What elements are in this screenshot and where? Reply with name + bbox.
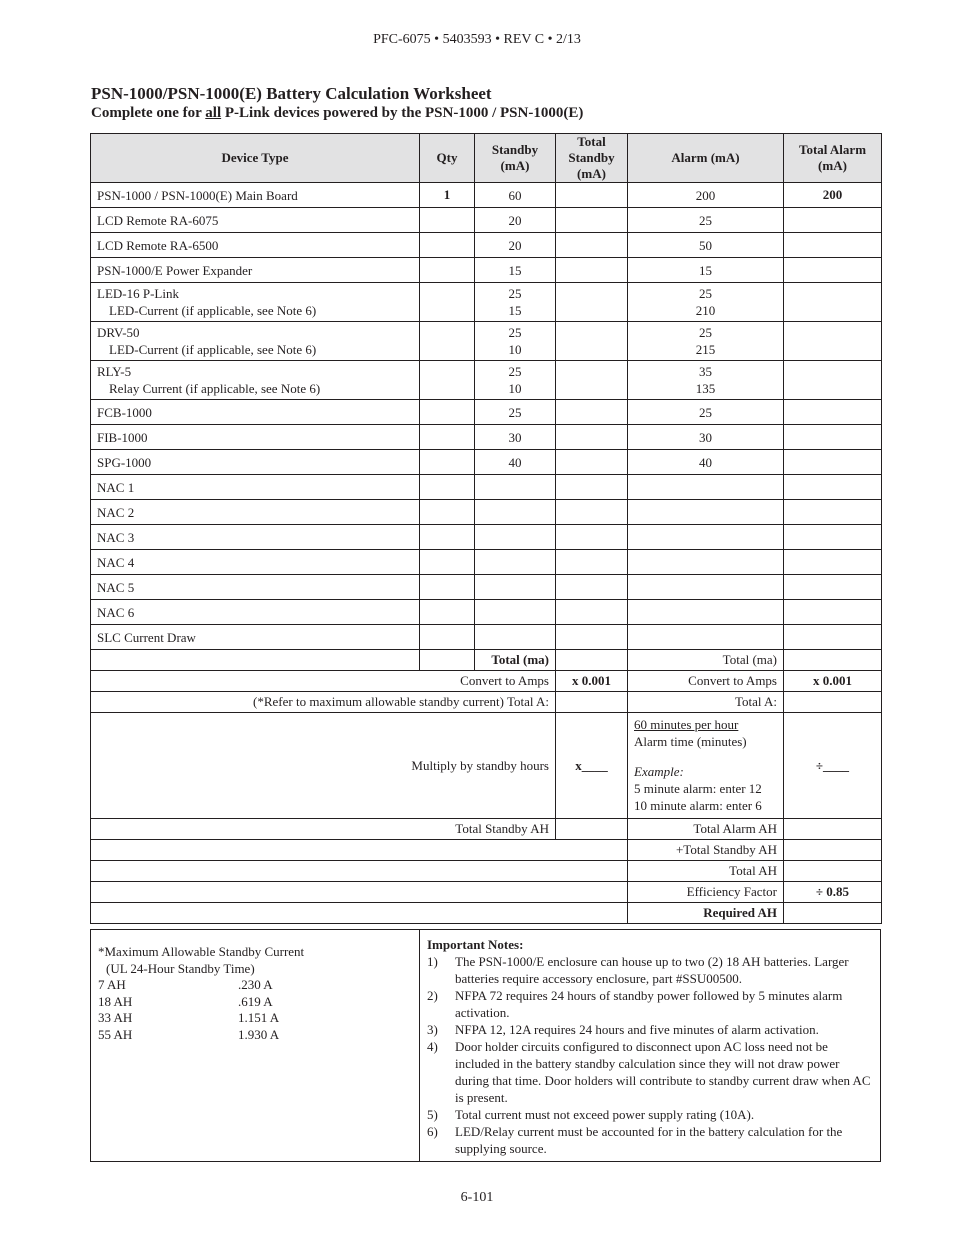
alarm-cell <box>628 361 784 400</box>
alarm-sub-value: 135 <box>695 381 716 396</box>
page-title: PSN-1000/PSN-1000(E) Battery Calculation Worksheet <box>91 84 492 103</box>
total-standby-cell[interactable] <box>556 550 628 575</box>
device-type-cell <box>91 400 420 425</box>
qty-cell[interactable] <box>420 500 475 525</box>
standby-cell <box>475 283 556 322</box>
total-standby-cell[interactable] <box>556 258 628 283</box>
col-qty: Qty <box>420 134 475 183</box>
qty-cell[interactable] <box>420 233 475 258</box>
alarm-value: 30 <box>699 429 712 445</box>
qty-cell[interactable] <box>420 400 475 425</box>
col-alarm: Alarm (mA) <box>628 134 784 183</box>
total-a-row <box>91 692 882 713</box>
note-text: Total current must not exceed power supply rating (10A). <box>455 1107 755 1122</box>
total-standby-cell[interactable] <box>556 525 628 550</box>
note-number: 6) <box>427 1124 438 1139</box>
alarm-cell <box>628 322 784 361</box>
total-standby-cell[interactable] <box>556 500 628 525</box>
standby-sub-value: 10 <box>508 342 522 357</box>
note-text: NFPA 12, 12A requires 24 hours and five minutes of alarm activation. <box>455 1022 819 1037</box>
alarm-value: 200 <box>695 187 716 203</box>
total-standby-cell[interactable] <box>556 322 628 361</box>
device-type-cell <box>91 283 420 322</box>
device-type-cell <box>91 233 420 258</box>
example-label: Example: <box>634 764 684 779</box>
qty-cell[interactable] <box>420 425 475 450</box>
battery-size: 18 AH <box>98 993 133 1009</box>
total-alarm-ah-label: Total Alarm AH <box>628 819 784 840</box>
total-ah-label: Total AH <box>628 861 784 882</box>
alarm-cell <box>628 475 784 500</box>
table-row <box>91 550 882 575</box>
standby-value: 40 <box>508 454 522 470</box>
device-type-cell <box>91 322 420 361</box>
total-standby-cell[interactable] <box>556 208 628 233</box>
table-row <box>91 500 882 525</box>
standby-cell <box>475 258 556 283</box>
device-name: PSN-1000 / PSN-1000(E) Main Board <box>97 187 298 203</box>
max-current: 1.151 A <box>238 1010 280 1025</box>
alarm-cell <box>628 208 784 233</box>
total-standby-cell[interactable] <box>556 425 628 450</box>
device-name: NAC 1 <box>97 479 135 495</box>
standby-value: 20 <box>508 212 522 228</box>
blank-cell <box>420 650 475 671</box>
alarm-time-instructions <box>628 713 784 819</box>
qty-cell[interactable] <box>420 183 475 208</box>
max-standby-row <box>98 994 304 1011</box>
total-standby-cell[interactable] <box>556 575 628 600</box>
required-ah-row <box>91 903 882 924</box>
note-items <box>427 953 875 1157</box>
device-sub-item: LED-Current (if applicable, see Note 6) <box>109 342 317 357</box>
alarm-cell <box>628 450 784 475</box>
total-standby-cell[interactable] <box>556 625 628 650</box>
standby-cell <box>475 475 556 500</box>
blank-cell <box>91 861 628 882</box>
total-standby-ah-row <box>91 819 882 840</box>
note-item <box>427 1021 875 1038</box>
total-alarm-cell[interactable] <box>784 425 882 450</box>
efficiency-factor-label: Efficiency Factor <box>628 882 784 903</box>
device-type-cell <box>91 425 420 450</box>
device-type-cell <box>91 625 420 650</box>
max-current: 1.930 A <box>238 1026 280 1042</box>
alarm-cell <box>628 500 784 525</box>
standby-cell <box>475 625 556 650</box>
alarm-cell <box>628 600 784 625</box>
alarm-value: 25 <box>699 286 712 301</box>
standby-total-a-input[interactable] <box>556 692 628 713</box>
note-item <box>427 1123 875 1157</box>
alarm-cell <box>628 233 784 258</box>
device-name: DRV-50 <box>97 325 140 340</box>
total-alarm-cell[interactable] <box>784 625 882 650</box>
alarm-value: 40 <box>699 454 712 470</box>
total-standby-cell[interactable] <box>556 183 628 208</box>
total-alarm-cell[interactable] <box>784 550 882 575</box>
total-ma-row <box>91 650 882 671</box>
standby-cell <box>475 233 556 258</box>
standby-cell <box>475 525 556 550</box>
device-name: RLY-5 <box>97 364 132 379</box>
device-type-cell <box>91 361 420 400</box>
note-item <box>427 1106 875 1123</box>
total-alarm-cell[interactable] <box>784 233 882 258</box>
required-ah-label: Required AH <box>628 903 784 924</box>
note-number: 1) <box>427 954 438 969</box>
page-subtitle <box>91 105 583 122</box>
total-alarm-cell[interactable] <box>784 450 882 475</box>
battery-size: 7 AH <box>98 977 126 992</box>
max-standby-row <box>98 1010 304 1027</box>
alarm-cell <box>628 183 784 208</box>
standby-cell <box>475 450 556 475</box>
subtitle-emphasis: all <box>205 105 222 121</box>
table-row <box>91 475 882 500</box>
alarm-minutes-denominator: Alarm time (minutes) <box>634 734 747 749</box>
standby-hours-input[interactable]: x____ <box>556 713 628 819</box>
note-text: LED/Relay current must be accounted for in the battery calculation for the supplying source. <box>455 1124 843 1156</box>
col-total-alarm: Total Alarm (mA) <box>784 134 882 183</box>
subtitle-pre: Complete one for <box>91 105 206 121</box>
device-type-cell <box>91 475 420 500</box>
battery-size: 33 AH <box>98 1010 133 1025</box>
total-standby-cell[interactable] <box>556 600 628 625</box>
device-name: LED-16 P-Link <box>97 286 179 301</box>
efficiency-row <box>91 882 882 903</box>
alarm-cell <box>628 283 784 322</box>
qty-cell[interactable] <box>420 258 475 283</box>
table-row <box>91 400 882 425</box>
qty-cell[interactable] <box>420 625 475 650</box>
total-standby-ah-label: Total Standby AH <box>91 819 556 840</box>
note-number: 2) <box>427 988 438 1003</box>
alarm-sub-value: 210 <box>695 303 716 318</box>
total-alarm-cell[interactable] <box>784 575 882 600</box>
device-name: LCD Remote RA-6500 <box>97 237 219 253</box>
qty-cell[interactable] <box>420 361 475 400</box>
table-header-row <box>91 134 882 183</box>
max-current: .619 A <box>238 993 273 1009</box>
table-row <box>91 525 882 550</box>
device-name: NAC 4 <box>97 554 135 570</box>
standby-sub-value: 15 <box>508 303 522 318</box>
total-alarm-cell[interactable] <box>784 525 882 550</box>
table-row <box>91 600 882 625</box>
alarm-cell <box>628 525 784 550</box>
qty-cell[interactable] <box>420 600 475 625</box>
total-ma-standby-input[interactable] <box>556 650 628 671</box>
notes-box <box>90 929 881 1162</box>
example-line-1: 5 minute alarm: enter 12 <box>634 781 762 796</box>
alarm-cell <box>628 425 784 450</box>
table-row <box>91 322 882 361</box>
qty-cell[interactable] <box>420 475 475 500</box>
total-alarm-cell[interactable] <box>784 322 882 361</box>
notes-heading: Important Notes: <box>427 937 524 952</box>
example-line-2: 10 minute alarm: enter 6 <box>634 798 762 813</box>
alarm-total-a-input[interactable] <box>784 692 882 713</box>
alarm-sub-value: 215 <box>695 342 716 357</box>
multiply-standby-label: Multiply by standby hours <box>91 713 556 819</box>
battery-size: 55 AH <box>98 1026 133 1042</box>
device-sub-item: LED-Current (if applicable, see Note 6) <box>109 303 317 318</box>
total-ma-alarm-label: Total (ma) <box>628 650 784 671</box>
standby-value: 25 <box>508 404 522 420</box>
standby-cell <box>475 400 556 425</box>
col-standby: Standby (mA) <box>475 134 556 183</box>
table-row <box>91 425 882 450</box>
total-ah-row <box>91 861 882 882</box>
device-name: NAC 2 <box>97 504 135 520</box>
table-row <box>91 208 882 233</box>
total-standby-cell[interactable] <box>556 283 628 322</box>
convert-amps-standby-label: Convert to Amps <box>91 671 556 692</box>
alarm-divisor-input[interactable]: ÷____ <box>784 713 882 819</box>
calculation-section <box>91 650 882 924</box>
standby-value: 25 <box>508 364 522 379</box>
max-standby-row <box>98 1027 304 1044</box>
device-name: NAC 5 <box>97 579 135 595</box>
device-type-cell <box>91 500 420 525</box>
total-alarm-cell[interactable] <box>784 475 882 500</box>
standby-factor: x 0.001 <box>556 671 628 692</box>
qty-value: 1 <box>443 187 451 202</box>
alarm-cell <box>628 258 784 283</box>
max-standby-table <box>98 944 304 1043</box>
total-alarm-cell[interactable] <box>784 361 882 400</box>
device-name: FCB-1000 <box>97 404 152 420</box>
total-alarm-cell[interactable] <box>784 400 882 425</box>
total-ma-standby-label: Total (ma) <box>475 650 556 671</box>
standby-value: 25 <box>508 325 522 340</box>
page-header: PFC-6075 • 5403593 • REV C • 2/13 <box>373 32 581 47</box>
device-type-cell <box>91 208 420 233</box>
alarm-cell <box>628 400 784 425</box>
device-type-cell <box>91 258 420 283</box>
standby-cell <box>475 425 556 450</box>
max-standby-row <box>98 977 304 994</box>
blank-cell <box>91 840 628 861</box>
total-standby-cell[interactable] <box>556 475 628 500</box>
standby-cell <box>475 575 556 600</box>
note-text: The PSN-1000/E enclosure can house up to two (2) 18 AH batteries. Larger batteries require accessory enclosure, part #SSU00500. <box>455 954 849 986</box>
table-row <box>91 625 882 650</box>
convert-amps-row <box>91 671 882 692</box>
note-number: 5) <box>427 1107 438 1122</box>
standby-sub-value: 10 <box>508 381 522 396</box>
total-standby-cell[interactable] <box>556 450 628 475</box>
device-name: SPG-1000 <box>97 454 152 470</box>
device-type-cell <box>91 183 420 208</box>
total-alarm-value: 200 <box>822 187 843 202</box>
alarm-minutes-numerator: 60 minutes per hour <box>634 717 739 732</box>
note-number: 3) <box>427 1022 438 1037</box>
device-rows <box>91 183 882 650</box>
blank-cell <box>91 882 628 903</box>
total-ma-alarm-input[interactable] <box>784 650 882 671</box>
standby-cell <box>475 208 556 233</box>
device-type-cell <box>91 525 420 550</box>
standby-cell <box>475 500 556 525</box>
max-standby-rows <box>98 977 304 1043</box>
device-name: LCD Remote RA-6075 <box>97 212 219 228</box>
col-device-type: Device Type <box>91 134 420 183</box>
device-name: PSN-1000/E Power Expander <box>97 262 253 278</box>
max-standby-subtitle: (UL 24-Hour Standby Time) <box>106 960 255 976</box>
subtitle-post: P-Link devices powered by the PSN-1000 / PSN-1000(E) <box>221 105 584 121</box>
max-current: .230 A <box>238 977 273 992</box>
note-text: NFPA 72 requires 24 hours of standby power followed by 5 minutes alarm activation. <box>455 988 843 1020</box>
device-type-cell <box>91 575 420 600</box>
qty-cell[interactable] <box>420 450 475 475</box>
plus-standby-row <box>91 840 882 861</box>
plus-total-standby-ah-input[interactable] <box>784 840 882 861</box>
note-item <box>427 953 875 987</box>
efficiency-factor-value: ÷ 0.85 <box>784 882 882 903</box>
alarm-value: 25 <box>699 325 712 340</box>
note-item <box>427 1038 875 1106</box>
total-ah-input[interactable] <box>784 861 882 882</box>
note-text: Door holder circuits configured to disconnect upon AC loss need not be included in the battery standby calculation since they will not draw power during that time. Door holders will contribute to standby current draw when AC is present. <box>455 1039 871 1105</box>
device-name: NAC 6 <box>97 604 135 620</box>
table-row <box>91 450 882 475</box>
standby-cell <box>475 550 556 575</box>
blank-cell <box>91 650 420 671</box>
total-alarm-cell[interactable] <box>784 283 882 322</box>
total-alarm-cell[interactable] <box>784 183 882 208</box>
table-row <box>91 283 882 322</box>
total-standby-cell[interactable] <box>556 400 628 425</box>
important-notes <box>427 936 875 1157</box>
blank-cell <box>91 903 628 924</box>
table-row <box>91 258 882 283</box>
col-total-standby: Total Standby (mA) <box>556 134 628 183</box>
device-name: SLC Current Draw <box>97 629 196 645</box>
total-standby-cell[interactable] <box>556 361 628 400</box>
device-name: FIB-1000 <box>97 429 148 445</box>
required-ah-input[interactable] <box>784 903 882 924</box>
table-row <box>91 575 882 600</box>
device-type-cell <box>91 600 420 625</box>
note-item <box>427 987 875 1021</box>
alarm-cell <box>628 625 784 650</box>
device-sub-item: Relay Current (if applicable, see Note 6) <box>109 381 321 396</box>
qty-cell[interactable] <box>420 208 475 233</box>
total-standby-cell[interactable] <box>556 233 628 258</box>
qty-cell[interactable] <box>420 322 475 361</box>
total-alarm-cell[interactable] <box>784 600 882 625</box>
page-number: 6-101 <box>460 1190 494 1205</box>
alarm-value: 50 <box>699 237 712 253</box>
total-alarm-cell[interactable] <box>784 258 882 283</box>
multiply-row <box>91 713 882 819</box>
alarm-value: 25 <box>699 212 712 228</box>
total-alarm-cell[interactable] <box>784 208 882 233</box>
standby-value: 20 <box>508 237 522 253</box>
total-alarm-cell[interactable] <box>784 500 882 525</box>
alarm-value: 15 <box>699 262 712 278</box>
alarm-cell <box>628 575 784 600</box>
alarm-factor: x 0.001 <box>784 671 882 692</box>
max-standby-panel <box>91 930 420 1161</box>
qty-cell[interactable] <box>420 575 475 600</box>
alarm-value: 25 <box>699 404 712 420</box>
table-row <box>91 233 882 258</box>
max-standby-title: *Maximum Allowable Standby Current <box>98 944 305 959</box>
standby-cell <box>475 322 556 361</box>
standby-cell <box>475 600 556 625</box>
table-row <box>91 183 882 208</box>
convert-amps-alarm-label: Convert to Amps <box>628 671 784 692</box>
battery-worksheet-table <box>90 133 882 924</box>
qty-cell[interactable] <box>420 283 475 322</box>
total-alarm-ah-input[interactable] <box>784 819 882 840</box>
device-name: NAC 3 <box>97 529 135 545</box>
table-row <box>91 361 882 400</box>
standby-value: 30 <box>508 429 522 445</box>
alarm-cell <box>628 550 784 575</box>
device-type-cell <box>91 550 420 575</box>
standby-value: 25 <box>508 286 522 301</box>
alarm-value: 35 <box>699 364 712 379</box>
standby-value: 60 <box>508 187 522 203</box>
qty-cell[interactable] <box>420 550 475 575</box>
alarm-total-a-label: Total A: <box>628 692 784 713</box>
standby-cell <box>475 361 556 400</box>
standby-total-a-label: (*Refer to maximum allowable standby current) Total A: <box>91 692 556 713</box>
device-type-cell <box>91 450 420 475</box>
note-number: 4) <box>427 1039 438 1054</box>
standby-cell <box>475 183 556 208</box>
plus-total-standby-ah-label: +Total Standby AH <box>628 840 784 861</box>
total-standby-ah-input[interactable] <box>556 819 628 840</box>
qty-cell[interactable] <box>420 525 475 550</box>
standby-value: 15 <box>508 262 522 278</box>
